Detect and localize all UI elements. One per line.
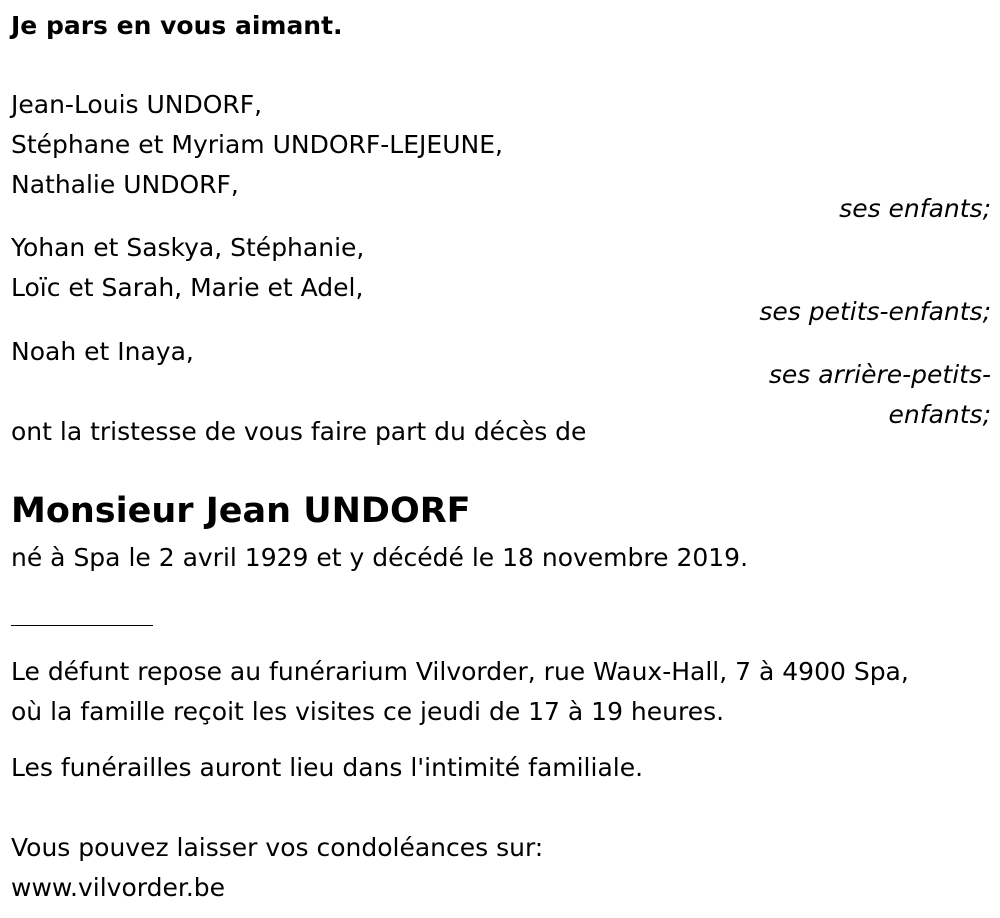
opening-line: Je pars en vous aimant. (11, 11, 343, 40)
announcement-line: ont la tristesse de vous faire part du décès de (11, 417, 587, 446)
children-role: ses enfants; (839, 194, 991, 223)
viewing-line-1: Le défunt repose au funérarium Vilvorder, rue Waux-Hall, 7 à 4900 Spa, (11, 657, 909, 686)
great-grandchildren-role-line-1: ses arrière-petits- (768, 360, 991, 389)
birth-death-line: né à Spa le 2 avril 1929 et y décédé le 18 novembre 2019. (11, 543, 749, 572)
grandchild-line-1: Yohan et Saskya, Stéphanie, (11, 233, 365, 262)
funeral-line: Les funérailles auront lieu dans l'intimité familiale. (11, 753, 644, 782)
grandchild-line-2: Loïc et Sarah, Marie et Adel, (11, 273, 364, 302)
viewing-line-2: où la famille reçoit les visites ce jeudi de 17 à 19 heures. (11, 697, 725, 726)
great-grandchildren-role-line-2: enfants; (888, 400, 991, 429)
great-grandchild-line-1: Noah et Inaya, (11, 337, 194, 366)
child-line-1: Jean-Louis UNDORF, (11, 90, 263, 119)
grandchildren-role: ses petits-enfants; (759, 297, 991, 326)
section-divider (11, 625, 153, 626)
child-line-3: Nathalie UNDORF, (11, 170, 239, 199)
condolences-url[interactable]: www.vilvorder.be (11, 873, 226, 902)
deceased-name: Monsieur Jean UNDORF (11, 491, 471, 531)
condolences-line: Vous pouvez laisser vos condoléances sur: (11, 833, 544, 862)
child-line-2: Stéphane et Myriam UNDORF-LEJEUNE, (11, 130, 503, 159)
